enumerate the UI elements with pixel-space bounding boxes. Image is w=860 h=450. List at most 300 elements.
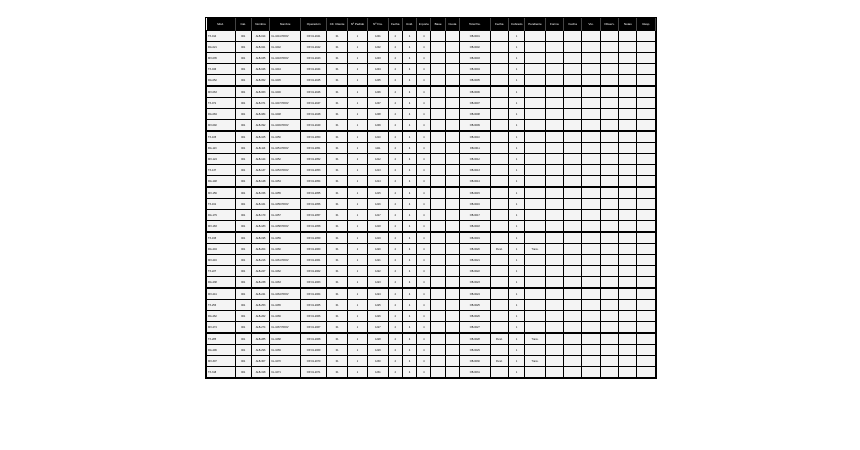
table-cell[interactable] [619,143,637,154]
table-cell[interactable] [637,75,656,87]
table-cell[interactable] [525,109,545,120]
table-cell[interactable] [564,288,582,300]
table-cell[interactable] [637,86,656,98]
table-cell[interactable]: 4 [388,255,402,266]
table-cell[interactable] [490,210,508,221]
table-cell[interactable] [525,288,545,300]
table-cell[interactable] [600,244,618,255]
table-cell[interactable] [600,277,618,289]
table-cell[interactable]: CL-1066 [270,311,301,322]
table-cell[interactable]: 001 [235,221,251,233]
table-cell[interactable]: OB-0025 [460,300,491,311]
table-cell[interactable]: RG-113 [207,143,236,154]
table-cell[interactable]: 001 [235,345,251,356]
table-cell[interactable]: TX-195 [207,232,236,244]
table-cell[interactable]: 1 [347,232,367,244]
table-cell[interactable]: OP-01-2071 [300,367,327,378]
table-cell[interactable]: 01 [327,86,347,98]
table-cell[interactable]: ALB-179 [251,210,269,221]
table-cell[interactable]: 4 [417,221,431,233]
table-cell[interactable]: 4 [417,288,431,300]
table-cell[interactable] [525,322,545,334]
table-cell[interactable] [619,322,637,334]
table-cell[interactable] [600,109,618,120]
table-cell[interactable]: 001 [235,42,251,53]
table-cell[interactable] [564,154,582,165]
table-cell[interactable]: 001 [235,367,251,378]
table-cell[interactable]: OP-01-2067 [300,322,327,334]
table-cell[interactable]: 1 [347,75,367,87]
table-cell[interactable]: 01 [327,165,347,176]
table-cell[interactable]: 01 [327,277,347,289]
table-cell[interactable]: OP-01-2059 [300,232,327,244]
table-cell[interactable] [619,165,637,176]
table-row[interactable] [207,64,656,75]
table-cell[interactable]: 4 [388,31,402,42]
table-cell[interactable]: OP-01-2049 [300,120,327,132]
table-cell[interactable]: 1 [508,277,524,289]
table-cell[interactable] [525,64,545,75]
table-cell[interactable]: 1210 [368,131,388,143]
table-cell[interactable]: 1 [508,187,524,199]
table-cell[interactable]: OP-01-2063 [300,277,327,289]
table-cell[interactable] [525,255,545,266]
table-cell[interactable] [564,120,582,132]
table-cell[interactable]: 4 [388,322,402,334]
table-cell[interactable] [619,221,637,233]
table-cell[interactable]: 4 [388,210,402,221]
table-cell[interactable] [525,31,545,42]
table-cell[interactable]: 1226 [368,311,388,322]
table-cell[interactable]: TX-227 [207,266,236,277]
table-cell[interactable]: OP-01-2050 [300,131,327,143]
column-header[interactable]: Forma [545,18,563,31]
table-cell[interactable] [490,31,508,42]
table-row[interactable] [207,176,656,188]
table-cell[interactable] [582,367,600,378]
table-cell[interactable]: OB-0015 [460,187,491,199]
column-header[interactable]: Vto. [582,18,600,31]
table-cell[interactable]: OB-0002 [460,42,491,53]
table-cell[interactable]: 01 [327,143,347,154]
table-cell[interactable] [600,131,618,143]
table-cell[interactable] [600,221,618,233]
table-cell[interactable] [619,232,637,244]
table-cell[interactable]: TX-014 [207,31,236,42]
table-cell[interactable]: RG-204 [207,244,236,255]
table-cell[interactable] [490,232,508,244]
table-cell[interactable]: 4 [417,98,431,109]
column-header[interactable]: Notas [619,18,637,31]
table-row[interactable] [207,311,656,322]
table-cell[interactable] [545,143,563,154]
table-cell[interactable]: OP-01-2056 [300,199,327,210]
table-cell[interactable] [637,322,656,334]
table-cell[interactable]: 4 [417,187,431,199]
table-cell[interactable]: OP-01-2065 [300,300,327,311]
table-cell[interactable]: OB-0021 [460,255,491,266]
table-cell[interactable]: 1213 [368,165,388,176]
table-cell[interactable] [637,221,656,233]
table-cell[interactable]: ALB-105 [251,131,269,143]
table-cell[interactable] [545,165,563,176]
table-cell[interactable] [582,232,600,244]
table-cell[interactable]: OP-01-2054 [300,176,327,188]
column-header[interactable]: CF. Cliente [327,18,347,31]
table-cell[interactable] [431,266,445,277]
table-cell[interactable] [545,131,563,143]
table-cell[interactable] [431,165,445,176]
table-cell[interactable]: CL-1043 PROV [270,53,301,64]
table-cell[interactable] [637,199,656,210]
table-cell[interactable] [525,143,545,154]
table-cell[interactable]: 1217 [368,210,388,221]
table-cell[interactable]: 01 [327,64,347,75]
table-cell[interactable] [525,367,545,378]
table-cell[interactable] [619,187,637,199]
table-cell[interactable]: 4 [417,300,431,311]
table-cell[interactable]: MX-156 [207,187,236,199]
table-cell[interactable]: 001 [235,154,251,165]
table-cell[interactable]: 001 [235,322,251,334]
table-cell[interactable] [431,210,445,221]
table-cell[interactable]: OB-0004 [460,64,491,75]
table-cell[interactable] [525,210,545,221]
table-cell[interactable] [637,356,656,367]
table-row[interactable] [207,322,656,334]
table-cell[interactable]: TX-046 [207,64,236,75]
column-header[interactable]: Cobrado [508,18,524,31]
column-header[interactable]: Nombre [251,18,269,31]
table-cell[interactable]: OB-0006 [460,86,491,98]
table-cell[interactable] [431,98,445,109]
table-cell[interactable]: CL-1068 [270,333,301,345]
table-cell[interactable]: ALB-238 [251,277,269,289]
table-cell[interactable]: 1227 [368,322,388,334]
table-cell[interactable] [545,31,563,42]
table-cell[interactable] [431,176,445,188]
table-cell[interactable]: 4 [388,266,402,277]
table-row[interactable] [207,221,656,233]
table-cell[interactable]: ALB-307 [251,356,269,367]
table-cell[interactable] [545,187,563,199]
table-cell[interactable]: 1 [347,367,367,378]
table-cell[interactable]: 1 [508,154,524,165]
table-cell[interactable]: 1 [508,266,524,277]
table-cell[interactable]: 01 [327,345,347,356]
table-cell[interactable] [564,232,582,244]
table-cell[interactable]: 1 [347,154,367,165]
table-cell[interactable] [637,232,656,244]
table-cell[interactable]: 1 [508,42,524,53]
table-cell[interactable] [600,165,618,176]
table-cell[interactable] [619,288,637,300]
table-cell[interactable] [637,255,656,266]
table-cell[interactable]: OB-0016 [460,199,491,210]
table-cell[interactable]: OB-0030 [460,356,491,367]
table-cell[interactable] [582,143,600,154]
table-cell[interactable]: CL-1049 PROV [270,120,301,132]
table-cell[interactable] [490,131,508,143]
table-cell[interactable] [564,176,582,188]
table-cell[interactable] [637,165,656,176]
table-cell[interactable]: 01 [327,367,347,378]
table-cell[interactable]: 4 [417,131,431,143]
table-row[interactable] [207,86,656,98]
table-cell[interactable] [637,333,656,345]
table-cell[interactable] [600,300,618,311]
table-cell[interactable]: 4 [402,75,416,87]
table-cell[interactable]: 4 [388,165,402,176]
table-cell[interactable]: 1223 [368,277,388,289]
table-cell[interactable]: CL-1055 [270,187,301,199]
table-cell[interactable] [545,333,563,345]
table-cell[interactable]: OP-01-2052 [300,154,327,165]
table-cell[interactable] [545,232,563,244]
table-cell[interactable] [600,64,618,75]
table-cell[interactable] [445,277,459,289]
table-cell[interactable]: 4 [402,98,416,109]
table-cell[interactable] [490,322,508,334]
table-cell[interactable] [525,75,545,87]
table-cell[interactable] [582,53,600,64]
column-header[interactable]: Operación [300,18,327,31]
table-cell[interactable] [445,31,459,42]
table-cell[interactable] [564,109,582,120]
table-cell[interactable] [431,187,445,199]
table-cell[interactable]: 4 [417,277,431,289]
table-cell[interactable]: TX-105 [207,131,236,143]
table-cell[interactable]: 4 [388,187,402,199]
table-cell[interactable]: 001 [235,356,251,367]
table-row[interactable] [207,244,656,255]
table-cell[interactable]: 4 [388,98,402,109]
table-cell[interactable]: 4 [417,367,431,378]
table-cell[interactable]: 001 [235,199,251,210]
table-cell[interactable]: OP-01-2055 [300,187,327,199]
table-cell[interactable]: CL-1067 PROV [270,322,301,334]
table-row[interactable] [207,120,656,132]
table-cell[interactable] [637,131,656,143]
table-row[interactable] [207,367,656,378]
table-cell[interactable] [619,31,637,42]
table-cell[interactable] [545,266,563,277]
table-cell[interactable]: CL-1042 [270,42,301,53]
table-cell[interactable]: 1 [508,109,524,120]
table-cell[interactable]: 4 [417,345,431,356]
table-cell[interactable]: 1216 [368,199,388,210]
table-cell[interactable] [490,64,508,75]
table-cell[interactable] [600,356,618,367]
table-cell[interactable]: OP-01-2064 [300,288,327,300]
table-cell[interactable] [564,75,582,87]
table-cell[interactable] [445,154,459,165]
table-cell[interactable]: 001 [235,277,251,289]
table-cell[interactable] [582,210,600,221]
table-cell[interactable] [431,244,445,255]
table-row[interactable] [207,345,656,356]
table-cell[interactable]: 001 [235,244,251,255]
table-cell[interactable]: 4 [388,333,402,345]
table-cell[interactable]: 001 [235,187,251,199]
table-cell[interactable] [564,143,582,154]
table-cell[interactable]: CL-1056 PROV [270,199,301,210]
table-cell[interactable] [637,367,656,378]
table-cell[interactable]: OB-0003 [460,53,491,64]
table-cell[interactable] [445,255,459,266]
table-cell[interactable] [545,300,563,311]
table-cell[interactable]: 4 [402,143,416,154]
table-cell[interactable] [490,86,508,98]
table-cell[interactable]: 1 [347,255,367,266]
table-cell[interactable] [564,322,582,334]
table-cell[interactable]: ALB-046 [251,64,269,75]
table-cell[interactable]: 1 [508,210,524,221]
table-cell[interactable]: 01 [327,288,347,300]
table-cell[interactable]: 001 [235,311,251,322]
table-cell[interactable]: 4 [388,86,402,98]
table-cell[interactable]: 4 [402,266,416,277]
table-cell[interactable]: 4 [417,210,431,221]
table-cell[interactable]: 4 [417,311,431,322]
table-cell[interactable]: 1 [508,244,524,255]
table-cell[interactable] [600,53,618,64]
table-cell[interactable] [619,199,637,210]
table-cell[interactable] [490,165,508,176]
table-cell[interactable] [431,232,445,244]
table-row[interactable] [207,255,656,266]
table-cell[interactable]: OB-0018 [460,221,491,233]
column-header[interactable]: Fecha [490,18,508,31]
table-cell[interactable]: 001 [235,165,251,176]
table-cell[interactable] [600,98,618,109]
table-cell[interactable] [637,120,656,132]
column-header[interactable]: Resp. [637,18,656,31]
table-cell[interactable] [431,64,445,75]
table-cell[interactable]: RG-052 [207,75,236,87]
table-cell[interactable] [582,199,600,210]
table-cell[interactable]: OP-01-2057 [300,210,327,221]
table-cell[interactable]: 4 [402,367,416,378]
table-cell[interactable]: 01 [327,53,347,64]
table-cell[interactable]: 4 [402,333,416,345]
table-row[interactable] [207,232,656,244]
table-cell[interactable] [619,120,637,132]
table-cell[interactable] [600,42,618,53]
table-cell[interactable]: Pend. [490,356,508,367]
table-cell[interactable]: CL-1069 [270,345,301,356]
table-cell[interactable] [431,356,445,367]
table-cell[interactable] [564,311,582,322]
table-cell[interactable] [619,311,637,322]
table-cell[interactable]: 1207 [368,98,388,109]
table-cell[interactable] [525,221,545,233]
table-cell[interactable] [545,98,563,109]
table-cell[interactable]: RG-296 [207,345,236,356]
table-cell[interactable]: 4 [417,165,431,176]
table-cell[interactable] [431,255,445,266]
table-cell[interactable] [600,232,618,244]
table-cell[interactable]: CL-1071 [270,367,301,378]
table-cell[interactable]: 1 [508,31,524,42]
table-cell[interactable] [582,154,600,165]
table-cell[interactable]: OB-0019 [460,232,491,244]
table-cell[interactable] [525,154,545,165]
table-cell[interactable]: 1201 [368,31,388,42]
table-row[interactable] [207,42,656,53]
table-cell[interactable]: ALB-183 [251,221,269,233]
table-cell[interactable] [582,64,600,75]
table-cell[interactable] [600,176,618,188]
table-cell[interactable] [431,109,445,120]
table-cell[interactable]: 4 [417,53,431,64]
table-cell[interactable]: 4 [388,53,402,64]
table-cell[interactable] [582,187,600,199]
table-cell[interactable] [445,42,459,53]
table-cell[interactable]: MX-035 [207,53,236,64]
table-cell[interactable]: 4 [417,109,431,120]
table-cell[interactable]: 4 [402,64,416,75]
table-cell[interactable]: 4 [388,367,402,378]
table-cell[interactable]: 1 [508,311,524,322]
table-cell[interactable]: OB-0023 [460,277,491,289]
table-cell[interactable] [619,277,637,289]
table-cell[interactable]: 4 [417,255,431,266]
table-cell[interactable]: 1 [347,109,367,120]
table-cell[interactable]: 01 [327,120,347,132]
table-cell[interactable]: 4 [388,345,402,356]
table-cell[interactable]: 1218 [368,221,388,233]
table-cell[interactable] [525,187,545,199]
table-cell[interactable] [564,367,582,378]
table-cell[interactable]: 4 [388,232,402,244]
table-cell[interactable]: OP-01-2066 [300,311,327,322]
table-cell[interactable]: 1208 [368,109,388,120]
table-cell[interactable] [490,266,508,277]
table-cell[interactable] [545,199,563,210]
table-cell[interactable] [431,333,445,345]
table-cell[interactable]: 4 [417,120,431,132]
table-cell[interactable]: 01 [327,199,347,210]
table-cell[interactable] [564,98,582,109]
table-cell[interactable] [525,232,545,244]
table-cell[interactable]: CL-1048 [270,109,301,120]
table-cell[interactable]: OP-01-2060 [300,244,327,255]
table-cell[interactable] [637,143,656,154]
table-cell[interactable] [445,199,459,210]
table-cell[interactable]: 4 [402,322,416,334]
table-cell[interactable] [619,154,637,165]
table-cell[interactable] [525,120,545,132]
table-cell[interactable] [545,64,563,75]
table-cell[interactable]: 4 [417,232,431,244]
table-cell[interactable]: ALB-274 [251,322,269,334]
table-cell[interactable] [545,356,563,367]
column-header[interactable]: Mod. [207,18,236,31]
column-header[interactable]: Pendiente [525,18,545,31]
table-cell[interactable]: CL-1045 [270,75,301,87]
table-cell[interactable]: ALB-092 [251,120,269,132]
table-cell[interactable]: OB-0017 [460,210,491,221]
table-cell[interactable] [490,176,508,188]
table-cell[interactable] [582,31,600,42]
table-cell[interactable] [525,277,545,289]
table-cell[interactable]: MX-183 [207,221,236,233]
table-cell[interactable]: 01 [327,154,347,165]
table-cell[interactable] [582,288,600,300]
table-cell[interactable]: 1 [508,356,524,367]
table-cell[interactable] [564,333,582,345]
